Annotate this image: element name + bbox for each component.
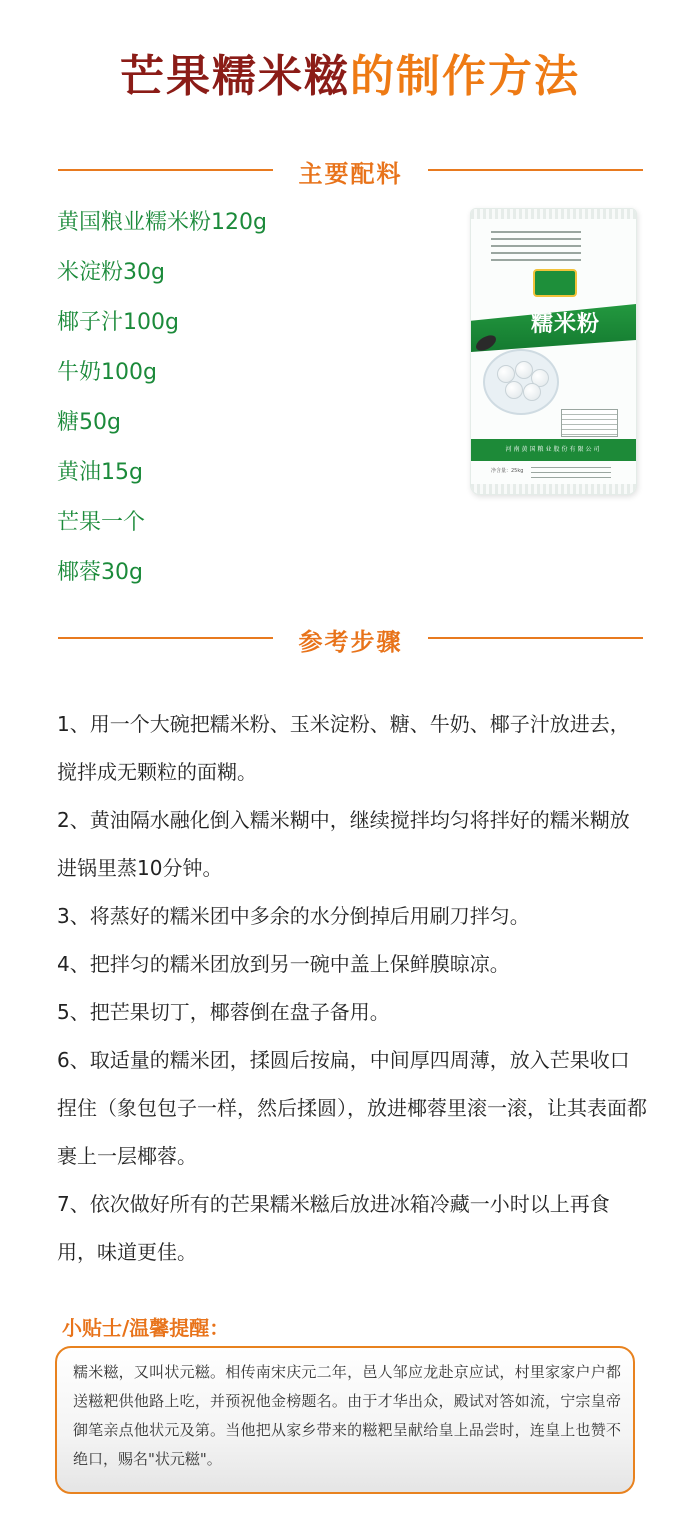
step-item: 1、用一个大碗把糯米粉、玉米淀粉、糖、牛奶、椰子汁放进去，搅拌成无颗粒的面糊。 xyxy=(57,712,630,784)
bag-company-name: 河南黄国粮业股份有限公司 xyxy=(505,446,602,453)
ingredient-item: 米淀粉30g xyxy=(57,260,165,285)
divider-line-right xyxy=(428,637,643,639)
ingredient-item: 椰蓉30g xyxy=(57,560,143,585)
bag-seal-top xyxy=(471,209,636,219)
step-item: 7、依次做好所有的芒果糯米糍后放进冰箱冷藏一小时以上再食用，味道更佳。 xyxy=(57,1192,610,1264)
nutrition-table xyxy=(561,409,618,437)
ingredient-item: 牛奶100g xyxy=(57,360,157,385)
product-bag-image xyxy=(470,208,637,495)
title-part-2: 的制作方法 xyxy=(350,51,580,102)
page-title xyxy=(0,40,700,104)
ingredients-heading-label: 主要配料 xyxy=(298,160,403,188)
bag-bottom-fine-print xyxy=(531,467,611,482)
ingredient-item: 芒果一个 xyxy=(57,510,146,535)
divider-line-right xyxy=(428,169,643,171)
steps-heading xyxy=(58,618,643,658)
bag-fine-print xyxy=(491,231,581,266)
bag-product-name: 糯米粉 xyxy=(531,312,601,337)
bag-net-weight: 净含量：25kg xyxy=(491,468,524,474)
ingredient-list xyxy=(57,204,267,604)
brand-logo xyxy=(533,269,577,297)
ingredient-item: 糖50g xyxy=(57,410,121,435)
ingredient-item: 椰子汁100g xyxy=(57,310,179,335)
company-stripe xyxy=(471,439,636,461)
step-item: 3、将蒸好的糯米团中多余的水分倒掉后用刷刀拌匀。 xyxy=(57,904,530,928)
ingredient-item: 黄油15g xyxy=(57,460,143,485)
bowl-icon xyxy=(483,349,559,415)
tips-text: 糯米糍，又叫状元糍。相传南宋庆元二年，邑人邹应龙赴京应试，村里家家户户都送糍粑供他路上吃，并预祝他金榜题名。由于才华出众，殿试对答如流，宁宗皇帝御笔亲点他状元及第。当他把从家乡带来的糍粑呈献给皇上品尝时，连皇上也赞不绝口，赐名"状元糍"。 xyxy=(73,1363,621,1468)
step-list xyxy=(57,700,647,1276)
step-item: 4、把拌匀的糯米团放到另一碗中盖上保鲜膜晾凉。 xyxy=(57,952,510,976)
step-item: 2、黄油隔水融化倒入糯米糊中，继续搅拌均匀将拌好的糯米糊放进锅里蒸10分钟。 xyxy=(57,808,630,880)
bag-seal-bottom xyxy=(471,484,636,494)
steps-heading-label: 参考步骤 xyxy=(298,628,403,656)
ingredients-heading xyxy=(58,150,643,190)
title-part-1: 芒果糯米糍 xyxy=(120,51,350,102)
step-item: 6、取适量的糯米团，揉圆后按扁，中间厚四周薄，放入芒果收口捏住（象包包子一样，然后揉圆），放进椰蓉里滚一滚，让其表面都裹上一层椰蓉。 xyxy=(57,1048,647,1168)
rice-ball-icon xyxy=(505,381,523,399)
ingredient-item: 黄国粮业糯米粉120g xyxy=(57,210,267,235)
step-item: 5、把芒果切丁，椰蓉倒在盘子备用。 xyxy=(57,1000,390,1024)
tips-label: 小贴士/温馨提醒： xyxy=(62,1316,230,1340)
rice-ball-icon xyxy=(523,383,541,401)
tips-box xyxy=(55,1346,635,1494)
